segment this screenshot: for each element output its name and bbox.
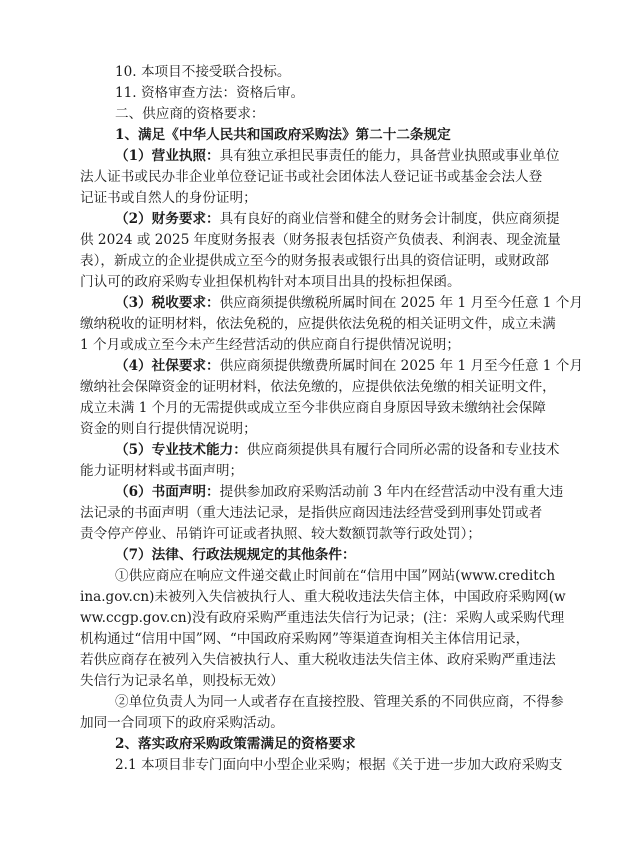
text-line: 记证书或自然人的身份证明； (80, 190, 257, 206)
text-line: 法记录的书面声明（重大违法记录，是指供应商因违法经营受到刑事处罚或者 (80, 505, 543, 521)
text-line: 资金的则自行提供情况说明； (80, 421, 257, 437)
text: 提供参加政府采购活动前 3 年内在经营活动中没有重大违 (219, 484, 564, 500)
paragraph-financial (80, 209, 558, 230)
label-technical: （5）专业技术能力： (115, 442, 247, 458)
condition-1-line: ww.ccgp.gov.cn)没有政府采购严重违法失信行为记录；(注：采购人或采购代理 (80, 610, 565, 626)
paragraph-tax (80, 293, 583, 314)
condition-1-line: 机构通过“信用中国”网、“中国政府采购网”等渠道查询相关主体信用记录， (80, 631, 530, 647)
condition-1-line: ①供应商应在响应文件递交截止时间前在“信用中国”网站(www.creditch (115, 568, 556, 584)
text-line: 责令停产停业、吊销许可证或者执照、较大数额罚款等行政处罚）； (80, 526, 482, 542)
text-line: 缴纳社会保障资金的证明材料，依法免缴的，应提供依法免缴的相关证明文件， (80, 379, 556, 395)
paragraph-technical (80, 440, 558, 461)
item-11: 11. 资格审查方法：资格后审。 (115, 85, 305, 101)
text-line: 法人证书或民办非企业单位登记证书或社会团体法人登记证书或基金会法人登 (80, 169, 543, 185)
label-business-license: （1）营业执照： (115, 148, 220, 164)
label-financial: （2）财务要求： (115, 211, 220, 227)
paragraph-other-conditions-title: （7）法律、行政法规规定的其他条件： (115, 547, 356, 563)
requirement-1-title: 1、满足《中华人民共和国政府采购法》第二十二条规定 (115, 127, 451, 143)
label-written-statement: （6）书面声明： (115, 484, 220, 500)
text-line: 缴纳税收的证明材料，依法免税的，应提供依法免税的相关证明文件，成立未满 (80, 316, 556, 332)
condition-2-line: 加同一合同项下的政府采购活动。 (80, 715, 284, 731)
requirement-2-1: 2.1 本项目非专门面向中小型企业采购；根据《关于进一步加大政府采购支 (115, 757, 563, 773)
text-line: 供 2024 或 2025 年度财务报表（财务报表包括资产负债表、利润表、现金流量 (80, 232, 561, 248)
requirement-2-title: 2、落实政府采购政策需满足的资格要求 (115, 736, 356, 752)
condition-1-line: ina.gov.cn)未被列入失信被执行人、重大税收违法失信主体，中国政府采购网(w (80, 589, 566, 605)
paragraph-social-security (80, 356, 583, 377)
text: 具有良好的商业信誉和健全的财务会计制度，供应商须提 (219, 211, 560, 227)
condition-2-line: ②单位负责人为同一人或者存在直接控股、管理关系的不同供应商，不得参 (115, 694, 564, 710)
item-10: 10. 本项目不接受联合投标。 (115, 64, 291, 80)
text-line: 能力证明材料或书面声明； (80, 463, 244, 479)
label-tax: （3）税收要求： (115, 295, 220, 311)
text: 具有独立承担民事责任的能力，具备营业执照或事业单位 (219, 148, 560, 164)
text: 供应商须提供具有履行合同所必需的设备和专业技术 (246, 442, 560, 458)
condition-1-line: 若供应商存在被列入失信被执行人、重大税收违法失信主体、政府采购严重违法 (80, 652, 556, 668)
condition-1-line: 失信行为记录名单，则投标无效） (80, 673, 284, 689)
text-line: 成立未满 1 个月的无需提供或成立至今非供应商自身原因导致未缴纳社会保障 (80, 400, 546, 416)
text-line: 表），新成立的企业提供成立至今的财务报表或银行出具的资信证明，或财政部 (80, 253, 549, 269)
text-line: 门认可的政府采购专业担保机构针对本项目出具的投标担保函。 (80, 274, 461, 290)
label-social-security: （4）社保要求： (115, 358, 220, 374)
paragraph-business-license (80, 146, 558, 167)
text-line: 1 个月或成立至今未产生经营活动的供应商自行提供情况说明； (80, 337, 460, 353)
text: 供应商须提供缴税所属时间在 2025 年 1 月至今任意 1 个月 (219, 295, 583, 311)
text: 供应商须提供缴费所属时间在 2025 年 1 月至今任意 1 个月 (219, 358, 583, 374)
paragraph-written-statement (80, 482, 564, 503)
section-2-title: 二、供应商的资格要求： (115, 106, 265, 122)
